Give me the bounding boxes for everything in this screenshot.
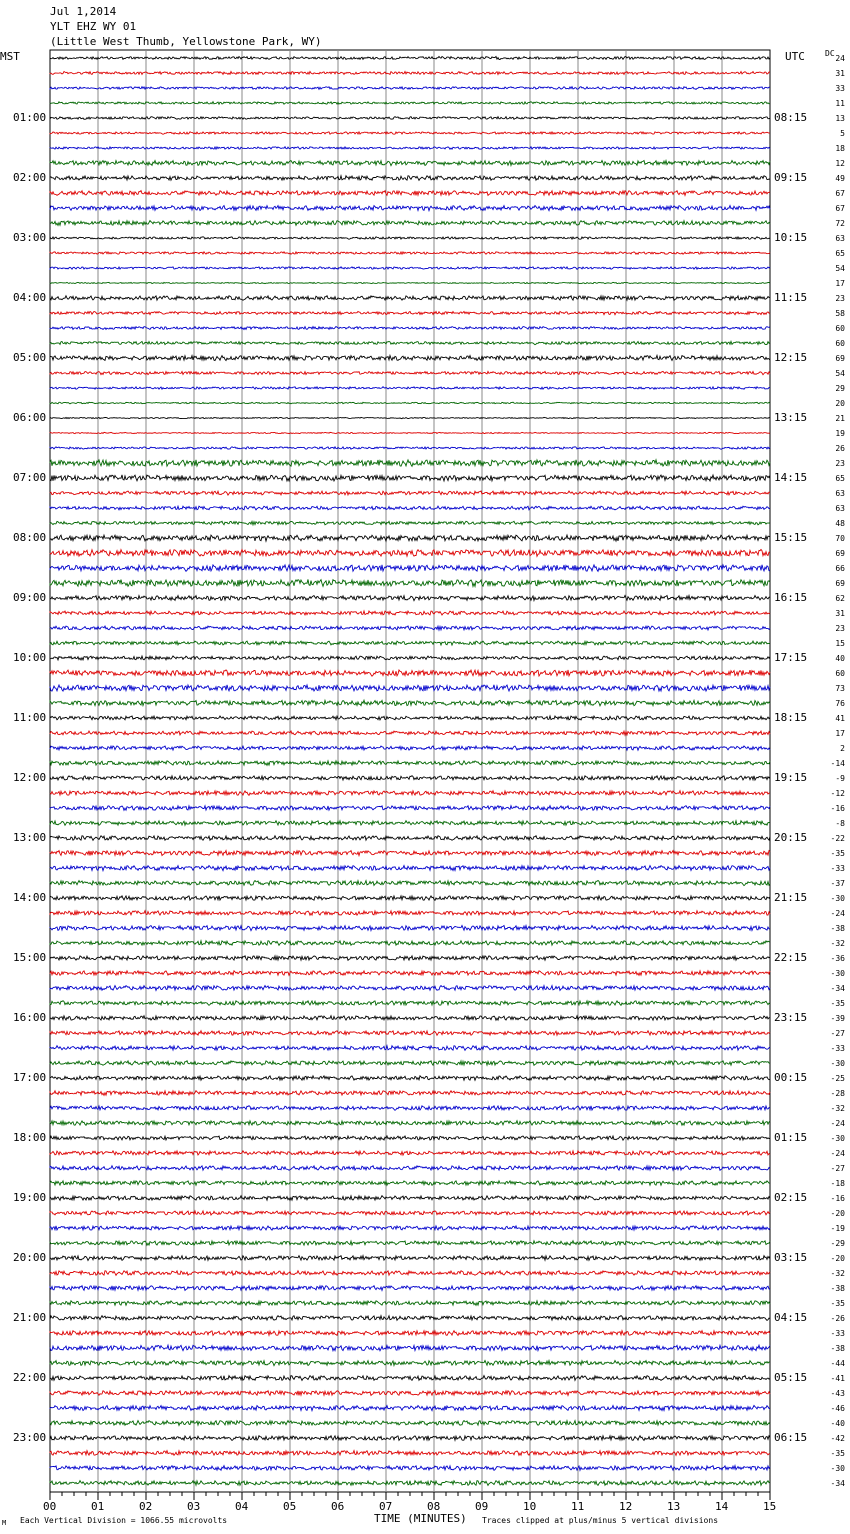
right-hour-label: 09:15 [774,171,808,184]
right-hour-label: 10:15 [774,231,808,244]
dc-offset-label: -39 [830,1014,845,1023]
dc-offset-label: -30 [830,894,845,903]
trace-64 [50,1016,770,1021]
trace-83 [50,1301,770,1306]
dc-offset-label: 48 [835,519,845,528]
trace-42 [50,685,770,691]
station-id: YLT EHZ WY 01 [50,20,137,33]
trace-19 [50,341,770,344]
dc-offset-label: -38 [830,1344,845,1353]
dc-offset-label: -22 [830,834,845,843]
dc-offset-label: -20 [830,1209,845,1218]
trace-35 [50,579,770,586]
trace-33 [50,550,770,557]
x-tick-label: 04 [235,1500,249,1513]
dc-offset-label: 26 [835,444,845,453]
dc-offset-label: 31 [835,609,845,618]
trace-70 [50,1106,770,1111]
dc-offset-label: 12 [835,159,845,168]
left-hour-label: 19:00 [13,1191,47,1204]
right-hour-label: 04:15 [774,1311,808,1324]
right-hour-label: 15:15 [774,531,808,544]
trace-43 [50,700,770,706]
x-tick-label: 03 [187,1500,201,1513]
trace-30 [50,506,770,510]
dc-offset-label: -32 [830,1269,845,1278]
x-tick-label: 13 [667,1500,681,1513]
left-hour-label: 20:00 [13,1251,47,1264]
left-hour-label: 21:00 [13,1311,47,1324]
right-hour-label: 03:15 [774,1251,808,1264]
dc-offset-label: -46 [830,1404,845,1413]
left-hour-label: 22:00 [13,1371,47,1384]
dc-offset-label: 19 [835,429,845,438]
trace-34 [50,565,770,572]
right-hour-label: 21:15 [774,891,808,904]
dc-offset-label: 23 [835,624,845,633]
dc-offset-label: 60 [835,669,845,678]
dc-offset-label: 70 [835,534,845,543]
dc-offset-label: 62 [835,594,845,603]
left-hour-label: 16:00 [13,1011,47,1024]
trace-11 [50,221,770,226]
left-hour-label: 12:00 [13,771,47,784]
right-hour-label: 06:15 [774,1431,808,1444]
right-axis-title: UTC [785,50,805,63]
trace-7 [50,161,770,166]
trace-48 [50,776,770,781]
dc-offset-label: 72 [835,219,845,228]
right-hour-label: 16:15 [774,591,808,604]
trace-59 [50,941,770,946]
trace-80 [50,1256,770,1261]
trace-17 [50,311,770,314]
dc-offset-label: -29 [830,1239,845,1248]
dc-offset-label: 40 [835,654,845,663]
left-hour-label: 18:00 [13,1131,47,1144]
dc-offset-label: 69 [835,354,845,363]
station-location: (Little West Thumb, Yellowstone Park, WY) [50,35,322,48]
dc-offset-label: 63 [835,234,845,243]
trace-73 [50,1151,770,1155]
trace-22 [50,387,770,390]
dc-offset-label: 63 [835,504,845,513]
dc-offset-label: 65 [835,249,845,258]
dc-offset-label: -8 [835,819,845,828]
left-hour-label: 07:00 [13,471,47,484]
trace-27 [50,460,770,467]
dc-offset-label: 60 [835,324,845,333]
left-hour-label: 01:00 [13,111,47,124]
dc-offset-label: 54 [835,369,845,378]
trace-6 [50,147,770,150]
right-hour-label: 22:15 [774,951,808,964]
dc-offset-label: 33 [835,84,845,93]
trace-53 [50,851,770,856]
trace-87 [50,1361,770,1366]
dc-offset-label: -24 [830,1119,845,1128]
trace-56 [50,896,770,901]
trace-49 [50,791,770,796]
trace-39 [50,641,770,645]
dc-offset-label: -24 [830,909,845,918]
trace-0 [50,57,770,60]
trace-60 [50,956,770,961]
left-hour-label: 13:00 [13,831,47,844]
trace-44 [50,716,770,720]
left-hour-label: 15:00 [13,951,47,964]
trace-16 [50,296,770,301]
trace-92 [50,1436,770,1441]
trace-90 [50,1406,770,1411]
x-tick-label: 12 [619,1500,633,1513]
dc-offset-label: 67 [835,189,845,198]
trace-8 [50,176,770,181]
x-tick-label: 05 [283,1500,297,1513]
trace-93 [50,1451,770,1456]
dc-offset-label: -14 [830,759,845,768]
dc-offset-label: 21 [835,414,845,423]
trace-18 [50,327,770,330]
x-tick-label: 07 [379,1500,393,1513]
dc-offset-label: -27 [830,1029,845,1038]
trace-79 [50,1241,770,1245]
trace-72 [50,1136,770,1140]
trace-31 [50,521,770,525]
trace-29 [50,491,770,495]
trace-26 [50,447,770,450]
trace-10 [50,206,770,211]
trace-63 [50,1001,770,1006]
right-hour-label: 23:15 [774,1011,808,1024]
trace-9 [50,191,770,196]
dc-offset-label: 49 [835,174,845,183]
plot-frame [50,50,770,1492]
scale-note: Each Vertical Division = 1066.55 microvolts [20,1516,228,1525]
dc-offset-label: -32 [830,939,845,948]
dc-offset-label: -38 [830,1284,845,1293]
dc-offset-label: 69 [835,579,845,588]
dc-offset-label: 11 [835,99,845,108]
trace-66 [50,1046,770,1051]
dc-offset-label: 58 [835,309,845,318]
trace-85 [50,1331,770,1336]
left-hour-label: 03:00 [13,231,47,244]
dc-offset-label: 5 [840,129,845,138]
trace-89 [50,1391,770,1396]
left-hour-label: 06:00 [13,411,47,424]
dc-offset-label: 23 [835,294,845,303]
trace-40 [50,656,770,660]
dc-offset-label: -30 [830,1464,845,1473]
left-axis-title: MST [0,50,20,63]
right-hour-label: 01:15 [774,1131,808,1144]
dc-offset-label: -30 [830,969,845,978]
left-hour-label: 14:00 [13,891,47,904]
trace-24 [50,417,770,418]
trace-32 [50,535,770,541]
dc-offset-label: 54 [835,264,845,273]
trace-3 [50,102,770,105]
plot-date: Jul 1,2014 [50,5,117,18]
trace-15 [50,282,770,283]
dc-offset-label: -42 [830,1434,845,1443]
dc-offset-label: -33 [830,1044,845,1053]
dc-offset-label: 60 [835,339,845,348]
dc-offset-label: -38 [830,924,845,933]
trace-94 [50,1466,770,1471]
right-hour-label: 20:15 [774,831,808,844]
trace-86 [50,1345,770,1351]
trace-14 [50,267,770,270]
dc-offset-label: -28 [830,1089,845,1098]
right-hour-label: 14:15 [774,471,808,484]
trace-51 [50,821,770,826]
trace-47 [50,761,770,766]
dc-offset-label: -35 [830,849,845,858]
dc-column-title: DC [825,49,835,58]
dc-offset-label: -18 [830,1179,845,1188]
dc-offset-label: -30 [830,1059,845,1068]
dc-offset-label: 29 [835,384,845,393]
trace-81 [50,1271,770,1276]
left-hour-label: 08:00 [13,531,47,544]
left-hour-label: 23:00 [13,1431,47,1444]
trace-82 [50,1286,770,1291]
dc-offset-label: 66 [835,564,845,573]
clip-note: Traces clipped at plus/minus 5 vertical divisions [482,1516,719,1525]
trace-62 [50,986,770,991]
dc-offset-label: -27 [830,1164,845,1173]
left-hour-label: 10:00 [13,651,47,664]
trace-20 [50,355,770,360]
trace-75 [50,1181,770,1186]
dc-offset-label: -43 [830,1389,845,1398]
dc-offset-label: 24 [835,54,845,63]
dc-offset-label: 69 [835,549,845,558]
trace-4 [50,117,770,120]
dc-offset-label: -26 [830,1314,845,1323]
trace-68 [50,1076,770,1081]
right-hour-label: 08:15 [774,111,808,124]
trace-95 [50,1481,770,1486]
trace-91 [50,1421,770,1426]
dc-offset-label: -35 [830,1299,845,1308]
trace-2 [50,87,770,90]
trace-78 [50,1226,770,1230]
x-axis-title: TIME (MINUTES) [374,1512,467,1525]
trace-52 [50,836,770,841]
dc-offset-label: 63 [835,489,845,498]
trace-28 [50,475,770,481]
left-hour-label: 09:00 [13,591,47,604]
dc-offset-label: 67 [835,204,845,213]
dc-offset-label: -33 [830,1329,845,1338]
dc-offset-label: -30 [830,1134,845,1143]
dc-offset-label: -20 [830,1254,845,1263]
x-tick-label: 15 [763,1500,777,1513]
right-hour-label: 00:15 [774,1071,808,1084]
right-hour-label: 02:15 [774,1191,808,1204]
x-tick-label: 02 [139,1500,153,1513]
trace-46 [50,746,770,750]
x-tick-label: 08 [427,1500,441,1513]
dc-offset-label: -16 [830,804,845,813]
dc-offset-label: 2 [840,744,845,753]
dc-offset-label: 31 [835,69,845,78]
trace-55 [50,881,770,886]
dc-offset-label: -33 [830,864,845,873]
dc-offset-label: 23 [835,459,845,468]
trace-12 [50,237,770,240]
dc-offset-label: -24 [830,1149,845,1158]
corner-mark: M [2,1519,7,1527]
dc-offset-label: 17 [835,279,845,288]
trace-67 [50,1061,770,1066]
x-tick-label: 09 [475,1500,489,1513]
right-hour-label: 19:15 [774,771,808,784]
dc-offset-label: 18 [835,144,845,153]
left-hour-label: 04:00 [13,291,47,304]
dc-offset-label: -41 [830,1374,845,1383]
x-tick-label: 01 [91,1500,105,1513]
trace-58 [50,926,770,931]
right-hour-label: 13:15 [774,411,808,424]
trace-77 [50,1211,770,1215]
dc-offset-label: -36 [830,954,845,963]
left-hour-label: 17:00 [13,1071,47,1084]
dc-offset-label: -34 [830,984,845,993]
trace-71 [50,1121,770,1126]
trace-54 [50,866,770,871]
trace-45 [50,731,770,735]
dc-offset-label: 41 [835,714,845,723]
x-tick-label: 00 [43,1500,57,1513]
trace-50 [50,806,770,811]
right-hour-label: 11:15 [774,291,808,304]
left-hour-label: 02:00 [13,171,47,184]
trace-37 [50,611,770,615]
right-hour-label: 17:15 [774,651,808,664]
trace-21 [50,371,770,374]
trace-25 [50,432,770,433]
dc-offset-label: 73 [835,684,845,693]
dc-offset-label: -35 [830,999,845,1008]
left-hour-label: 05:00 [13,351,47,364]
x-tick-label: 10 [523,1500,537,1513]
dc-offset-label: 20 [835,399,845,408]
right-hour-label: 12:15 [774,351,808,364]
trace-41 [50,670,770,676]
right-hour-label: 18:15 [774,711,808,724]
dc-offset-label: -9 [835,774,845,783]
dc-offset-label: -37 [830,879,845,888]
trace-38 [50,626,770,630]
trace-84 [50,1316,770,1321]
dc-offset-label: -35 [830,1449,845,1458]
x-tick-label: 11 [571,1500,585,1513]
dc-offset-label: -44 [830,1359,845,1368]
trace-36 [50,596,770,601]
trace-23 [50,402,770,404]
dc-offset-label: -32 [830,1104,845,1113]
trace-69 [50,1091,770,1096]
left-hour-label: 11:00 [13,711,47,724]
dc-offset-label: -19 [830,1224,845,1233]
x-tick-label: 06 [331,1500,345,1513]
dc-offset-label: 76 [835,699,845,708]
dc-offset-label: -16 [830,1194,845,1203]
trace-57 [50,911,770,916]
trace-88 [50,1376,770,1381]
x-tick-label: 14 [715,1500,729,1513]
trace-65 [50,1031,770,1036]
trace-13 [50,252,770,255]
trace-76 [50,1196,770,1201]
trace-5 [50,132,770,135]
dc-offset-label: -25 [830,1074,845,1083]
trace-1 [50,72,770,75]
right-hour-label: 05:15 [774,1371,808,1384]
trace-61 [50,971,770,976]
dc-offset-label: 13 [835,114,845,123]
dc-offset-label: -12 [830,789,845,798]
trace-74 [50,1166,770,1171]
dc-offset-label: 17 [835,729,845,738]
dc-offset-label: 65 [835,474,845,483]
dc-offset-label: -34 [830,1479,845,1488]
dc-offset-label: -40 [830,1419,845,1428]
dc-offset-label: 15 [835,639,845,648]
